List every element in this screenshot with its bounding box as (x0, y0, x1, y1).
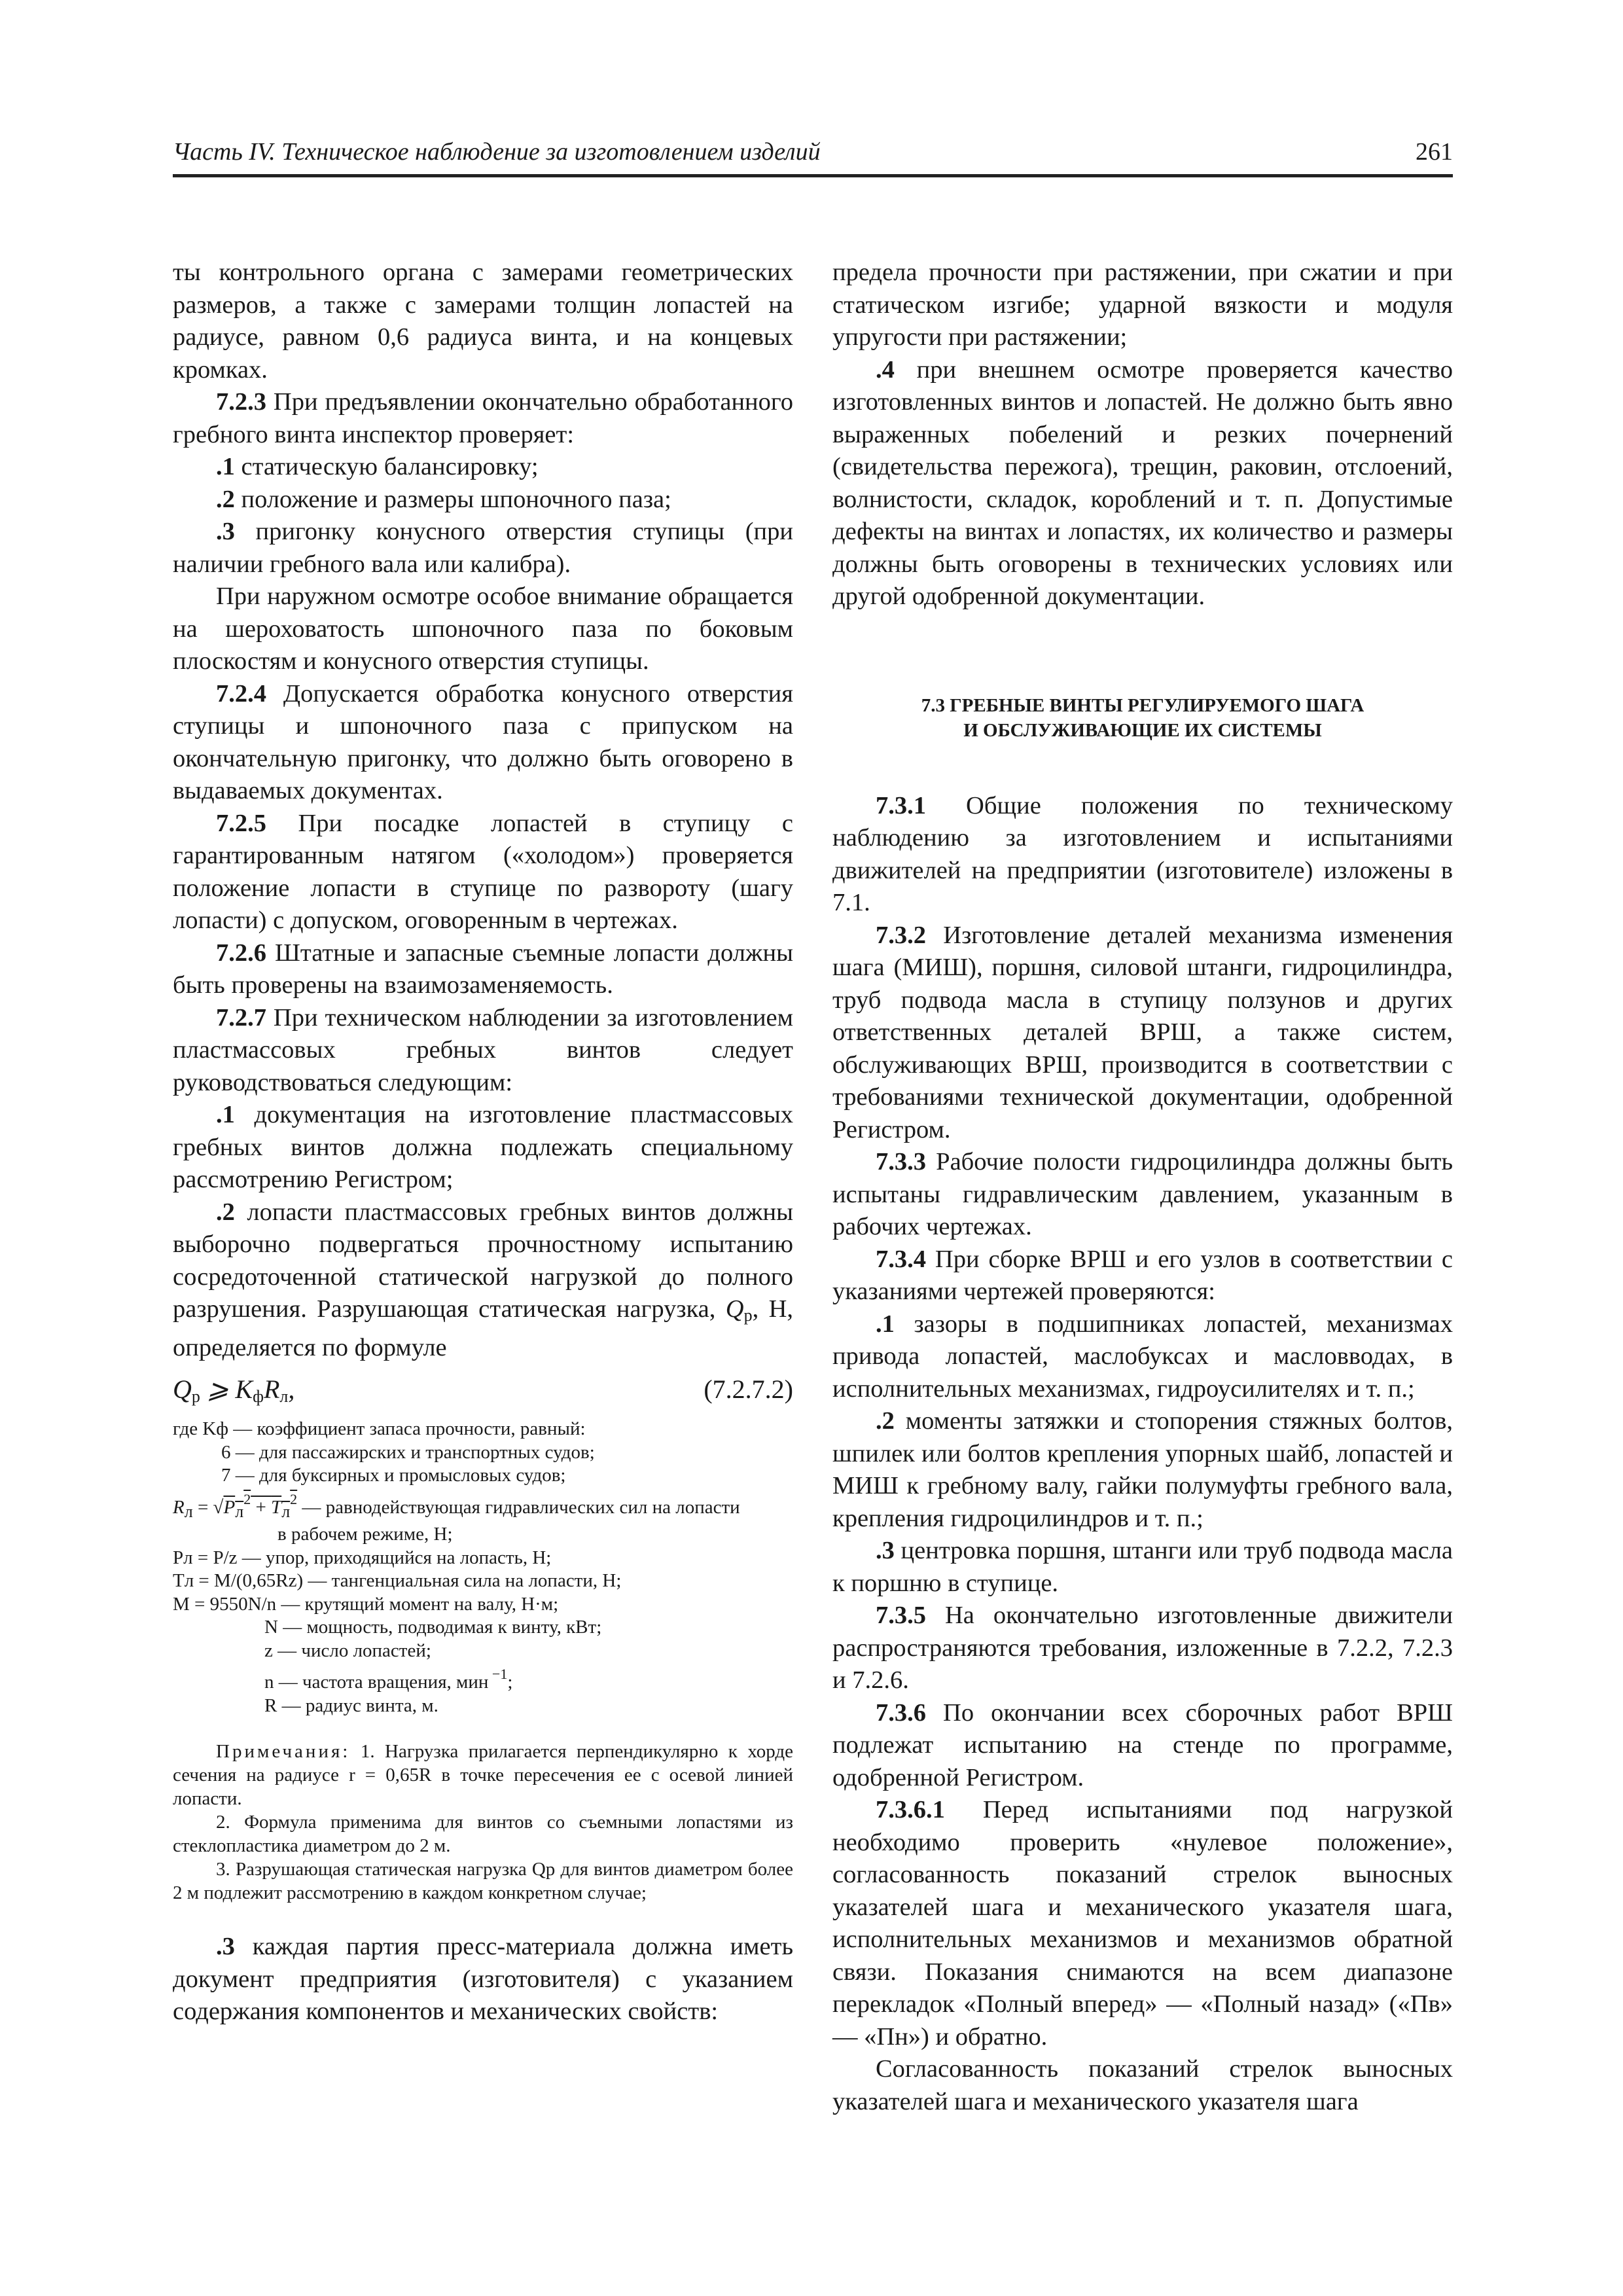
formula-legend: где Kф — коэффициент запаса прочности, равный: 6 — для пассажирских и транспортных судов; 7 — для буксирных и промысловых судов; Rл = $√Pл^2 + Tл^2$ — равнодействующая гидравлических сил на лопасти в рабочем режиме, Н; Pл = P/z — упор, приходящийся на лопасть, Н; Tл = M/(0,65Rz) — тангенциальная сила на лопасти, Н; M = 9550N/n — крутящий момент на валу, Н·м; N — мощность, подводимая к винту, кВт; z — число лопастей; n — частота вращения, мин $^{-1}$; R — радиус винта, м. (173, 1418, 740, 1716)
list-item: .4 при внешнем осмотре проверяется качество изготовленных винтов и лопастей. Не должно быть явно выраженных побелений и резких почернений (свидетельства пережога), трещин, раковин, отслоений, волнистости, складок, короблений и т. п. Допустимые дефекты на винтах и лопастях, их количество и размеры должны быть оговорены в технических условиях или другой одобренной документации. (832, 355, 1453, 610)
paragraph-7-3-2: 7.3.2 Изготовление деталей механизма изменения шага (МИШ), поршня, силовой штанги, гидроцилиндра, труб подвода масла в ступицу ползунов и других ответственных деталей ВРШ, а также систем, обслуживающих ВРШ, производится в соответствии с требованиями технической документации, одобренной Регистром. (832, 921, 1453, 1143)
section-heading-7-3: 7.3 ГРЕБНЫЕ ВИНТЫ РЕГУЛИРУЕМОГО ШАГА И ОБСЛУЖИВАЮЩИЕ ИХ СИСТЕМЫ (921, 694, 1364, 741)
page-number: 261 (1416, 138, 1453, 166)
right-column (832, 257, 1453, 2118)
paragraph: ты контрольного органа с замерами геометрических размеров, а также с замерами толщин лопастей на радиусе, равном 0,6 радиуса винта, и на концевых кромках. (173, 259, 793, 384)
header-rule (173, 174, 1453, 177)
paragraph-7-2-3: 7.2.3 При предъявлении окончательно обработанного гребного винта инспектор проверяет: (173, 388, 793, 448)
paragraph-7-3-3: 7.3.3 Рабочие полости гидроцилиндра должны быть испытаны гидравлическим давлением, указанным в рабочих чертежах. (832, 1148, 1453, 1240)
formula-7-2-7-2 (173, 1373, 793, 1410)
paragraph-7-3-6-1: 7.3.6.1 Перед испытаниями под нагрузкой необходимо проверить «нулевое положение», согласованность показаний стрелок выносных указателей шага и механического указателя шага, исполнительных механизмов и механизмов обратной связи. Показания снимаются на всем диапазоне перекладок «Полный вперед» — «Полный назад» («Пв» — «Пн») и обратно. (832, 1796, 1453, 2051)
list-item: .2 лопасти пластмассовых гребных винтов должны выборочно подвергаться прочностному испытанию сосредоточенной статической нагрузкой до полного разрушения. Разрушающая статическая нагрузка, $Q_р$, Н, определяется по формуле (173, 1198, 793, 1361)
formula-number: (7.2.7.2) (704, 1374, 793, 1404)
paragraph-7-2-4: 7.2.4 Допускается обработка конусного отверстия ступицы и шпоночного паза с припуском на окончательную пригонку, что должно быть оговорено в выдаваемых документах. (173, 679, 793, 804)
list-item: .3 пригонку конусного отверстия ступицы (при наличии гребного вала или калибра). (173, 518, 793, 578)
list-item: .3 каждая партия пресс-материала должна иметь документ предприятия (изготовителя) с указанием содержания компонентов и механических свойств: (173, 1933, 793, 2025)
formula-expression: $Q_р$ ⩾ $K_фR_л$, (173, 1374, 295, 1406)
paragraph-7-2-6: 7.2.6 Штатные и запасные съемные лопасти должны быть проверены на взаимозаменяемость. (173, 939, 793, 999)
paragraph-7-2-5: 7.2.5 При посадке лопастей в ступицу с гарантированным натягом («холодом») проверяется положение лопасти в ступице по развороту (шагу лопасти) с допуском, оговоренным в чертежах. (173, 809, 793, 934)
paragraph: предела прочности при растяжении, при сжатии и при статическом изгибе; ударной вязкости и модуля упругости при растяжении; (832, 259, 1453, 351)
paragraph: Согласованность показаний стрелок выносных указателей шага и механического указателя шага (832, 2055, 1453, 2115)
paragraph-7-3-4: 7.3.4 При сборке ВРШ и его узлов в соответствии с указаниями чертежей проверяются: (832, 1245, 1453, 1305)
header-title: Часть IV. Техническое наблюдение за изготовлением изделий (173, 138, 821, 166)
list-item: .1 статическую балансировку; (216, 453, 539, 480)
paragraph-7-3-5: 7.3.5 На окончательно изготовленные движители распространяются требования, изложенные в 7.2.2, 7.2.3 и 7.2.6. (832, 1602, 1453, 1694)
running-header (173, 137, 1453, 179)
list-item: .1 зазоры в подшипниках лопастей, механизмах привода лопастей, маслобуксах и масловводах, в исполнительных механизмах, гидроусилителях и т. п.; (832, 1310, 1453, 1403)
paragraph-7-3-1: 7.3.1 Общие положения по техническому наблюдению за изготовлением и испытаниями движителей на предприятии (изготовителе) изложены в 7.1. (832, 791, 1453, 916)
paragraph-7-2-7: 7.2.7 При техническом наблюдении за изготовлением пластмассовых гребных винтов следует руководствоваться следующим: (173, 1003, 793, 1096)
list-item: .2 моменты затяжки и стопорения стяжных болтов, шпилек или болтов крепления упорных шайб, лопастей и МИШ к гребному валу, гайки полумуфты гребного вала, крепления гидроцилиндров и т. п.; (832, 1407, 1453, 1532)
list-item: .1 документация на изготовление пластмассовых гребных винтов должна подлежать специальному рассмотрению Регистром; (173, 1101, 793, 1193)
notes: Примечания: 1. Нагрузка прилагается перпендикулярно к хорде сечения на радиусе r = 0,65R в точке пересечения ее с осевой линией лопасти. 2. Формула применима для винтов со съемными лопастями из стеклопластика диаметром до 2 м. 3. Разрушающая статическая нагрузка Qр для винтов диаметром более 2 м подлежит рассмотрению в каждом конкретном случае; (173, 1741, 793, 1903)
list-item: .3 центровка поршня, штанги или труб подвода масла к поршню в ступице. (832, 1537, 1453, 1597)
paragraph: При наружном осмотре особое внимание обращается на шероховатость шпоночного паза по боковым плоскостям и конусного отверстия ступицы. (173, 583, 793, 675)
left-column (173, 257, 793, 2028)
list-item: .2 положение и размеры шпоночного паза; (216, 485, 671, 513)
paragraph-7-3-6: 7.3.6 По окончании всех сборочных работ ВРШ подлежат испытанию на стенде по программе, одобренной Регистром. (832, 1698, 1453, 1791)
